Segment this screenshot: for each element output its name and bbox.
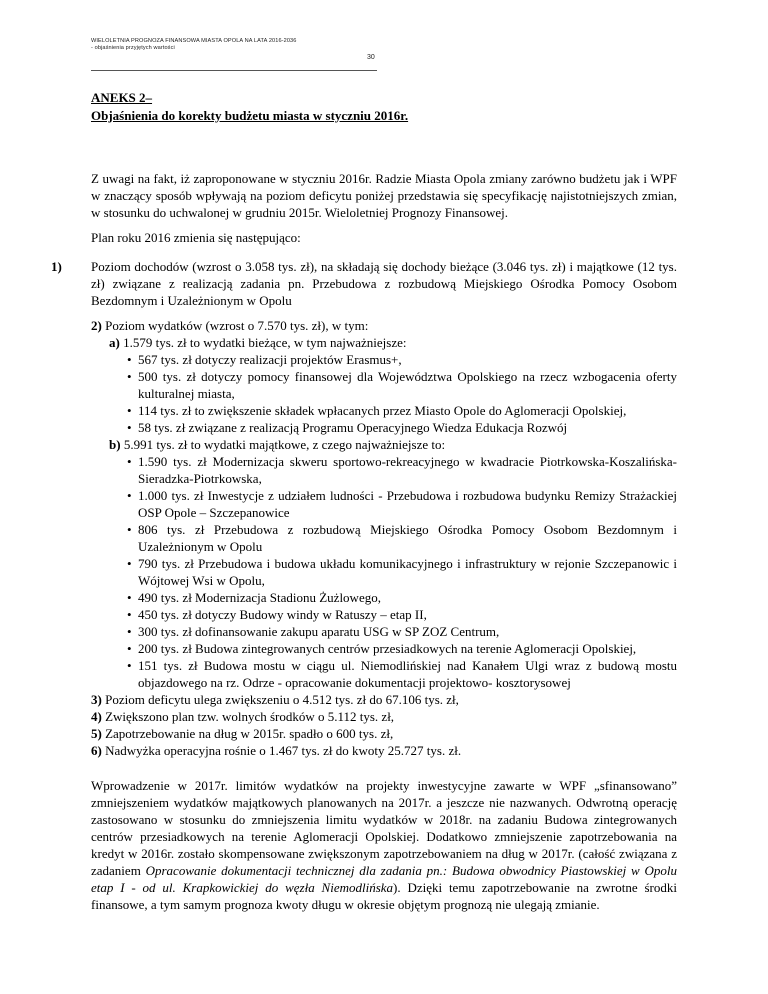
closing-task-name: Opracowanie dokumentacji technicznej dla zadania pn.: Budowa obwodnicy Piastowskiej w Opolu etap I - od ul. Krapkowickiej do węzła Niemodlińska [91,863,677,895]
bullet-item: • 300 tys. zł dofinansowanie zakupu aparatu USG w SP ZOZ Centrum, [91,623,677,640]
item-number: 4) [91,709,102,724]
sub-item-letter: a) [109,335,120,350]
sub-item-text: 1.579 tys. zł to wydatki bieżące, w tym najważniejsze: [123,335,407,350]
bullet-item: • 790 tys. zł Przebudowa i budowa układu komunikacyjnego i infrastruktury w rejonie Szczepanowic i Wójtowej Wsi w Opolu, [91,555,677,589]
list-item-4 [91,708,677,725]
bullet-item: • 567 tys. zł dotyczy realizacji projektów Erasmus+, [91,351,677,368]
bullet-item: • 490 tys. zł Modernizacja Stadionu Żużlowego, [91,589,677,606]
item-number: 2) [91,318,102,333]
plan-intro: Plan roku 2016 zmienia się następująco: [91,230,301,245]
item-number: 1) [51,259,62,274]
annex-heading [91,89,408,125]
list-item-5 [91,725,677,742]
list-item-6 [91,742,677,759]
closing-text-2: ). Dzięki temu zapotrzebowanie na zwrotne środki finansowe, a tym samym prognoza kwoty długu w okresie objętym prognozą nie ulegają zmianie. [91,880,677,912]
list-item-3 [91,691,677,708]
item-text: Poziom deficytu ulega zwiększeniu o 4.512 tys. zł do 67.106 tys. zł, [105,692,459,707]
list-item-1 [51,258,677,309]
item-text: Poziom dochodów (wzrost o 3.058 tys. zł), na składają się dochody bieżące (3.046 tys. zł) i majątkowe (12 tys. zł) związane z realizacją zadania pn. Przebudowa z rozbudową Miejskiego Ośrodka Pomocy Osobom Bezdomnym i Uzależnionym w Opolu [91,259,677,308]
item-text: Nadwyżka operacyjna rośnie o 1.467 tys. zł do kwoty 25.727 tys. zł. [105,743,462,758]
bullet-item: • 1.000 tys. zł Inwestycje z udziałem ludności - Przebudowa i rozbudowa budynku Remizy Strażackiej OSP Opole – Szczepanowice [91,487,677,521]
bullet-item: • 200 tys. zł Budowa zintegrowanych centrów przesiadkowych na terenie Aglomeracji Opolskiej, [91,640,677,657]
annex-title: Objaśnienia do korekty budżetu miasta w styczniu 2016r. [91,108,409,123]
bullet-item: • 806 tys. zł Przebudowa z rozbudową Miejskiego Ośrodka Pomocy Osobom Bezdomnym i Uzależnionym w Opolu [91,521,677,555]
annex-label: ANEKS 2– [91,90,153,105]
bullet-item: • 450 tys. zł dotyczy Budowy windy w Ratuszy – etap II, [91,606,677,623]
running-header [91,38,296,52]
sub-item-a [91,334,677,351]
numbered-list [91,317,677,759]
item-number: 3) [91,692,102,707]
item-text: Poziom wydatków (wzrost o 7.570 tys. zł), w tym: [105,318,369,333]
sub-item-b [91,436,677,453]
bullet-item: • 114 tys. zł to zwiększenie składek wpłacanych przez Miasto Opole do Aglomeracji Opolskiej, [91,402,677,419]
bullet-item: • 500 tys. zł dotyczy pomocy finansowej dla Województwa Opolskiego na rzecz wzbogacenia oferty kulturalnej miasta, [91,368,677,402]
item-text: Zapotrzebowanie na dług w 2015r. spadło o 600 tys. zł, [105,726,394,741]
intro-paragraph: Z uwagi na fakt, iż zaproponowane w styczniu 2016r. Radzie Miasta Opola zmiany zarówno budżetu jak i WPF w znaczący sposób wpływają na poziom deficytu poniżej przedstawia się specyfikację najistotniejszych zmian, w stosunku do uchwalonej w grudniu 2015r. Wieloletniej Prognozy Finansowej. [91,171,677,220]
item-text: Zwiększono plan tzw. wolnych środków o 5.112 tys. zł, [105,709,395,724]
sub-item-letter: b) [109,437,121,452]
bullet-item: • 1.590 tys. zł Modernizacja skweru sportowo-rekreacyjnego w kwadracie Piotrkowska-Koszalińska-Sieradzka-Piotrkowska, [91,453,677,487]
closing-text-1: Wprowadzenie w 2017r. limitów wydatków na projekty inwestycyjne zawarte w WPF „sfinansowano” zmniejszeniem wydatków majątkowych planowanych na 2017r. a jeszcze nie nazwanych. Odwrotną operację zastosowano w stosunku do zmniejszenia limitu wydatków w 2018r. na zadaniu Budowa zintegrowanych centrów przesiadkowych na terenie Aglomeracji Opolskiej. Dodatkowo zmniejszenie zapotrzebowania na kredyt w 2016r. zostało skompensowane zwiększonym zapotrzebowaniem na dług w 2017r. (całość związana z zadaniem [91,778,677,878]
bullet-item: • 58 tys. zł związane z realizacją Programu Operacyjnego Wiedza Edukacja Rozwój [91,419,677,436]
page-number: 30 [367,54,375,61]
closing-paragraph [91,777,677,913]
bullet-item: • 151 tys. zł Budowa mostu w ciągu ul. Niemodlińskiej nad Kanałem Ulgi wraz z budową mostu objazdowego na rz. Odrze - opracowanie dokumentacji projektowo- kosztorysowej [91,657,677,691]
sub-item-text: 5.991 tys. zł to wydatki majątkowe, z czego najważniejsze to: [123,437,446,452]
header-title: WIELOLETNIA PROGNOZA FINANSOWA MIASTA OPOLA NA LATA 2016-2036 [91,38,297,44]
list-item-2 [91,317,677,334]
item-number: 6) [91,743,102,758]
header-divider [91,70,377,71]
header-subtitle: - objaśnienia przyjętych wartości [91,45,175,51]
item-number: 5) [91,726,102,741]
